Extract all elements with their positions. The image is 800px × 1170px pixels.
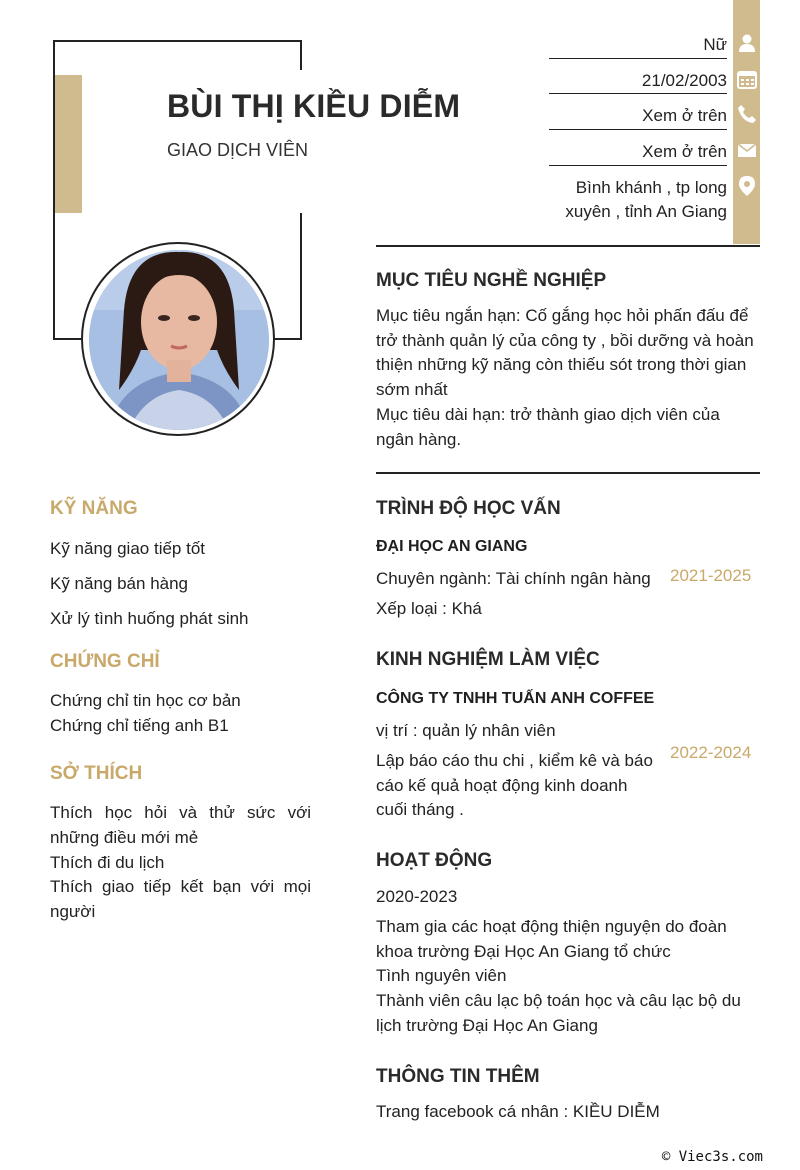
skill-item: Xử lý tình huống phát sinh bbox=[50, 609, 249, 628]
section-divider bbox=[376, 245, 760, 247]
accent-block bbox=[55, 75, 82, 213]
mail-icon bbox=[736, 139, 758, 161]
education-years: 2021-2025 bbox=[670, 566, 752, 585]
calendar-icon bbox=[736, 68, 758, 90]
skill-item: Kỹ năng giao tiếp tốt bbox=[50, 539, 206, 558]
email-value: Xem ở trên bbox=[642, 142, 727, 161]
education-grade: Xếp loại : Khá bbox=[376, 599, 482, 618]
certificate-item: Chứng chỉ tiếng anh B1 bbox=[50, 716, 229, 735]
hobby-item: Thích giao tiếp kết bạn với mọi người bbox=[50, 877, 311, 921]
copyright: © Viec3s.com bbox=[661, 1149, 763, 1165]
job-title: GIAO DỊCH VIÊN bbox=[167, 140, 309, 160]
contact-divider bbox=[549, 93, 727, 94]
activities-heading: HOẠT ĐỘNG bbox=[376, 850, 493, 871]
activities-years: 2020-2023 bbox=[376, 887, 458, 906]
activity-item: Tham gia các hoạt động thiện nguyện do đoàn khoa trường Đại Học An Giang tổ chức bbox=[376, 917, 727, 961]
activity-item: Thành viên câu lạc bộ toán học và câu lạc bộ du lịch trường Đại Học An Giang bbox=[376, 991, 741, 1035]
certificate-item: Chứng chỉ tin học cơ bản bbox=[50, 691, 241, 710]
facebook-info: Trang facebook cá nhân : KIỀU DIỄM bbox=[376, 1102, 660, 1121]
experience-heading: KINH NGHIỆM LÀM VIỆC bbox=[376, 649, 600, 670]
activity-item: Tình nguyên viên bbox=[376, 966, 507, 985]
address-value: Bình khánh , tp long xuyên , tỉnh An Giang bbox=[565, 178, 727, 221]
hobby-item: Thích học hỏi và thử sức với những điều mới mẻ bbox=[50, 803, 311, 847]
location-pin-icon bbox=[736, 175, 758, 197]
section-divider bbox=[376, 472, 760, 474]
extra-heading: THÔNG TIN THÊM bbox=[376, 1066, 540, 1087]
education-major: Chuyên ngành: Tài chính ngân hàng bbox=[376, 569, 651, 588]
hobby-item: Thích đi du lịch bbox=[50, 853, 165, 872]
school-name: ĐẠI HỌC AN GIANG bbox=[376, 538, 528, 555]
skills-heading: KỸ NĂNG bbox=[50, 498, 138, 519]
objective-heading: MỤC TIÊU NGHỀ NGHIỆP bbox=[376, 270, 607, 291]
objective-short-term: Mục tiêu ngắn hạn: Cố gắng học hỏi phấn đấu để trở thành quản lý của công ty , bồi dưỡng và hoàn thiện những kỹ năng còn thiếu sót trong thời gian sớm nhất bbox=[376, 306, 754, 399]
company-name: CÔNG TY TNHH TUẤN ANH COFFEE bbox=[376, 690, 655, 707]
contact-divider bbox=[549, 165, 727, 166]
candidate-name: BÙI THỊ KIỀU DIỄM bbox=[167, 88, 461, 124]
education-heading: TRÌNH ĐỘ HỌC VẤN bbox=[376, 498, 561, 519]
gender-value: Nữ bbox=[703, 35, 727, 54]
skill-item: Kỹ năng bán hàng bbox=[50, 574, 189, 593]
experience-years: 2022-2024 bbox=[670, 743, 752, 762]
avatar bbox=[89, 250, 269, 430]
experience-description: Lập báo cáo thu chi , kiểm kê và báo cáo kế quả hoạt động kinh doanh cuối tháng . bbox=[376, 751, 653, 819]
person-icon bbox=[736, 32, 758, 54]
hobbies-heading: SỞ THÍCH bbox=[50, 763, 143, 784]
contact-divider bbox=[549, 58, 727, 59]
contact-divider bbox=[549, 129, 727, 130]
phone-icon bbox=[736, 103, 758, 125]
birthday-value: 21/02/2003 bbox=[641, 71, 727, 90]
objective-long-term: Mục tiêu dài hạn: trở thành giao dịch viên của ngân hàng. bbox=[376, 405, 720, 449]
certificates-heading: CHỨNG CHỈ bbox=[50, 651, 160, 672]
experience-position: vị trí : quản lý nhân viên bbox=[376, 721, 556, 740]
phone-value: Xem ở trên bbox=[642, 106, 727, 125]
